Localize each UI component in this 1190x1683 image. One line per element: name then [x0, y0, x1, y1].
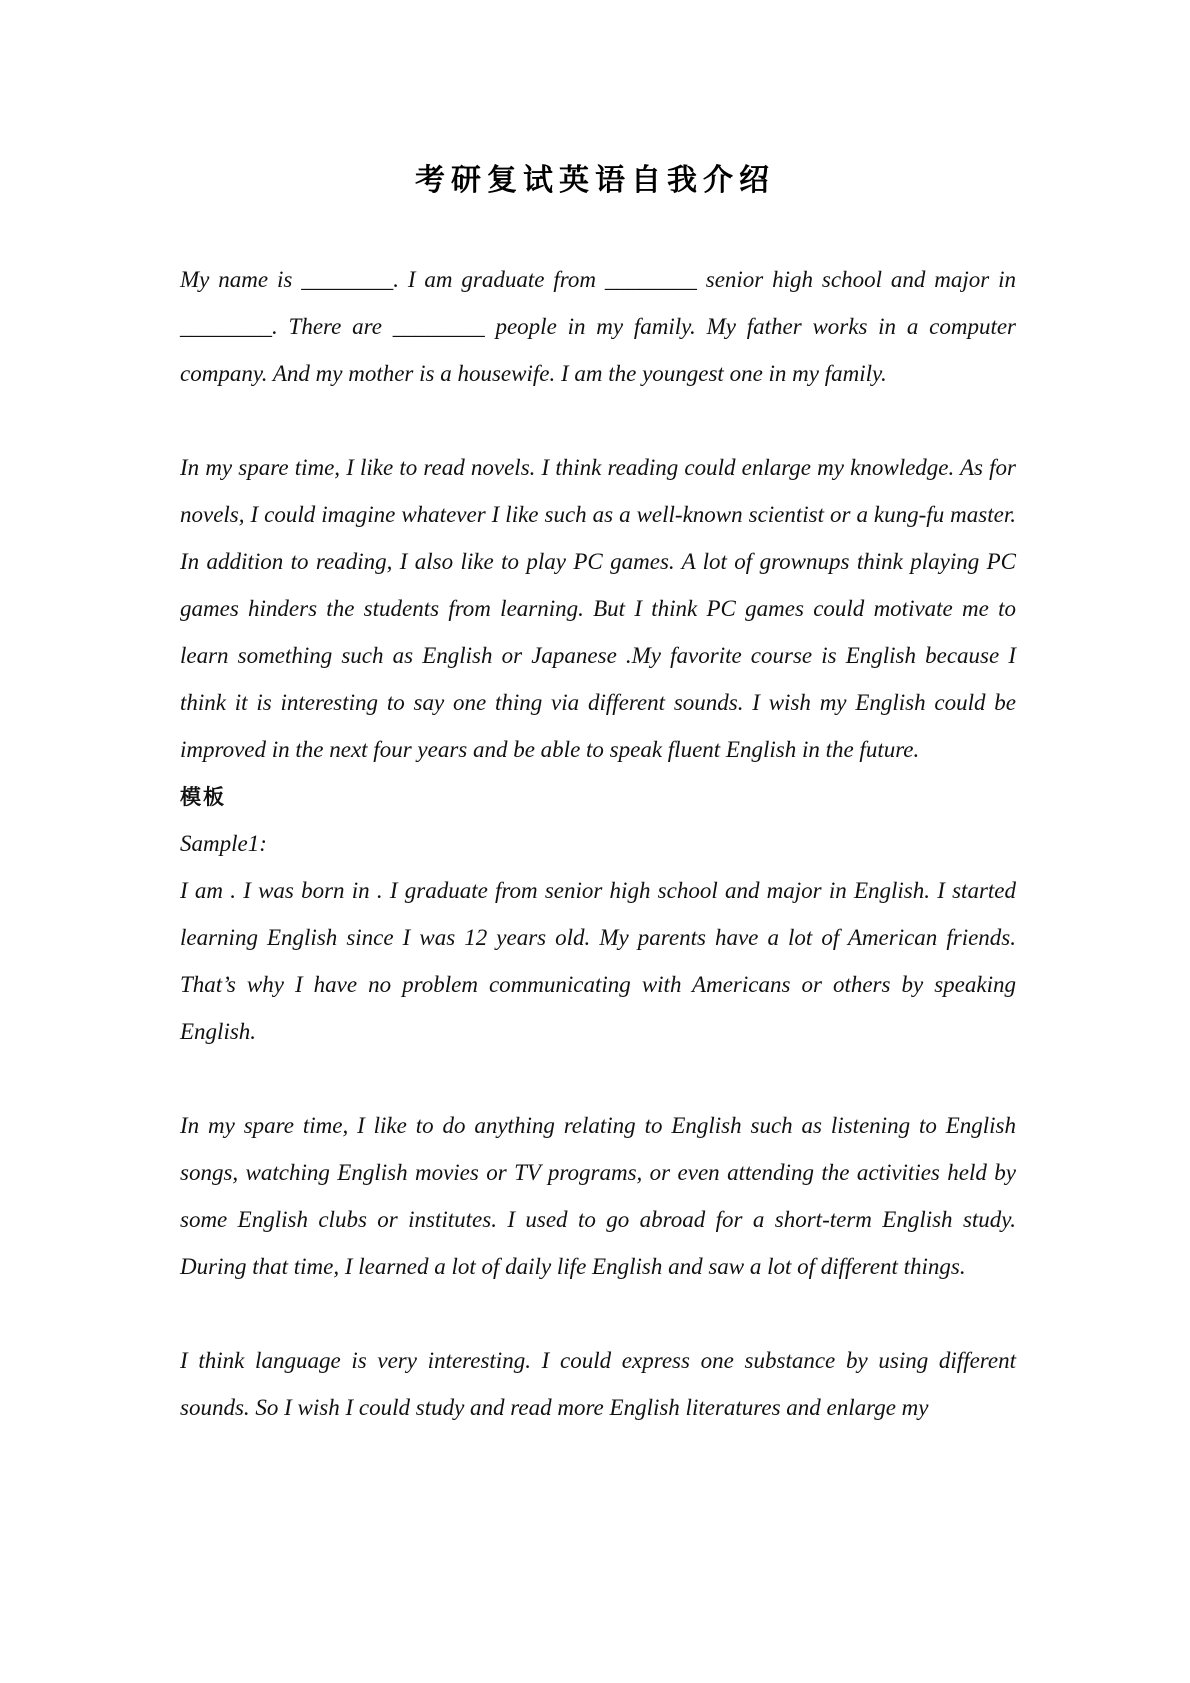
paragraph-spacer [180, 1055, 1016, 1102]
intro-paragraph-1: My name is ________. I am graduate from ________ senior high school and major in ________. There are ________ people in my family. My father works in a computer company. And my mother is a housewife. I am the youngest one in my family. [180, 267, 1016, 386]
sample1-label: Sample1: [180, 831, 267, 856]
paragraph-spacer [180, 1290, 1016, 1337]
paragraph-spacer [180, 397, 1016, 444]
sample1-paragraph-1: I am . I was born in . I graduate from senior high school and major in English. I started learning English since I was 12 years old. My parents have a lot of American friends. That’s why I have no problem communicating with Americans or others by speaking English. [180, 878, 1016, 1044]
template-heading: 模板 [180, 784, 226, 809]
document-body [180, 256, 1016, 1431]
intro-paragraph-2: In my spare time, I like to read novels. I think reading could enlarge my knowledge. As for novels, I could imagine whatever I like such as a well-known scientist or a kung-fu master. In addition to reading, I also like to play PC games. A lot of grownups think playing PC games hinders the students from learning. But I think PC games could motivate me to learn something such as English or Japanese .My favorite course is English because I think it is interesting to say one thing via different sounds. I wish my English could be improved in the next four years and be able to speak fluent English in the future. [180, 455, 1016, 762]
sample1-paragraph-2: In my spare time, I like to do anything relating to English such as listening to English songs, watching English movies or TV programs, or even attending the activities held by some English clubs or institutes. I used to go abroad for a short-term English study. During that time, I learned a lot of daily life English and saw a lot of different things. [180, 1113, 1016, 1279]
sample1-paragraph-3: I think language is very interesting. I could express one substance by using different sounds. So I wish I could study and read more English literatures and enlarge my [180, 1348, 1016, 1420]
document-title: 考研复试英语自我介绍 [415, 163, 775, 198]
